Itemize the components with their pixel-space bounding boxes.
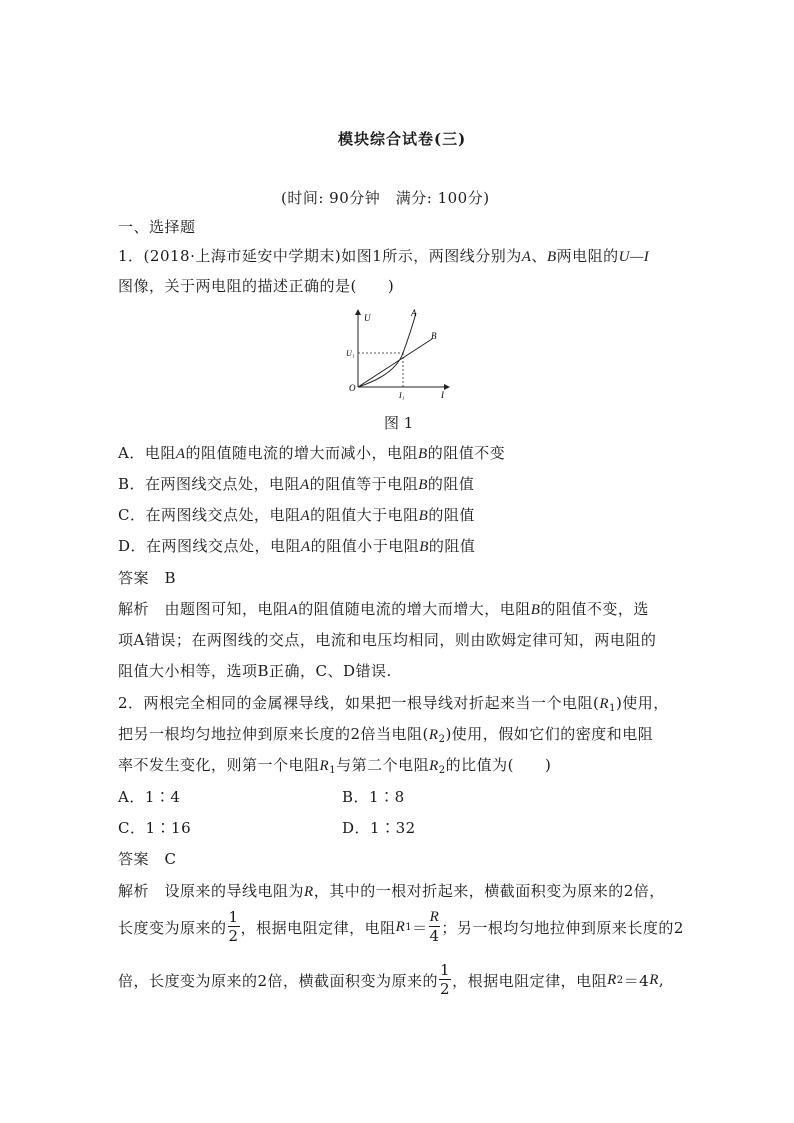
option-var: A	[300, 508, 311, 524]
option-var: B	[418, 446, 428, 462]
q1-stem-text: 两电阻的	[556, 247, 619, 265]
q2-analysis-line3	[118, 958, 664, 1002]
analysis-text: ，其中的一根对折起来，横截面积变为原来的2倍，	[313, 882, 665, 900]
q1-answer: 答案 B	[118, 569, 177, 587]
label-i1: I₁	[399, 391, 405, 400]
analysis-text: ,	[658, 971, 665, 989]
analysis-sub: 2	[616, 974, 624, 986]
fraction-half	[439, 963, 451, 997]
label-origin: O	[349, 383, 356, 393]
q2-sub: 1	[609, 703, 616, 714]
analysis-text: 解析 由题图可知，电阻	[118, 600, 289, 618]
label-line-b: B	[431, 331, 437, 341]
line-b	[358, 339, 432, 387]
fraction-r-over-4	[429, 910, 441, 944]
option-text: 的阻值小于电阻	[310, 537, 420, 555]
fraction-half	[228, 910, 240, 944]
option-var: A	[175, 446, 186, 462]
q1-analysis-line3: 阻值大小相等，选项B正确，C、D错误.	[118, 662, 392, 680]
analysis-text: ，根据电阻定律，电阻	[240, 918, 396, 937]
q2-answer: 答案 C	[118, 850, 177, 868]
label-u: U	[364, 313, 371, 323]
q2-analysis-line2	[118, 905, 684, 949]
option-text: 的阻值随电流的增大而减小，电阻	[185, 444, 419, 462]
q2-stem-text: 把另一根均匀地拉伸到原来长度的2倍当电阻(	[118, 725, 429, 743]
q1-option-b	[118, 473, 474, 494]
q2-option-d: D．1∶32	[342, 819, 416, 837]
label-curve-a: A	[411, 308, 417, 318]
q1-stem-line2: 图像，关于两电阻的描述正确的是( )	[118, 277, 395, 295]
option-text: 的阻值	[428, 537, 476, 555]
option-text: 的阻值不变	[427, 444, 506, 462]
analysis-text: 的阻值不变，选	[540, 600, 649, 618]
x-axis-arrow	[444, 384, 450, 390]
fraction-denominator: 4	[429, 927, 440, 945]
option-var: A	[300, 477, 310, 493]
q2-stem-line2	[118, 723, 653, 745]
q2-option-a: A．1∶4	[118, 788, 181, 806]
q2-stem-text: )使用，	[615, 694, 669, 712]
q2-stem-text: 与第二个电阻	[336, 756, 430, 774]
fraction-denominator: 2	[440, 980, 451, 998]
analysis-text: 的阻值随电流的增大而增大，电阻	[298, 600, 531, 618]
q1-var-a: A	[521, 249, 532, 265]
fraction-numerator: 1	[440, 961, 451, 979]
option-text: C．在两图线交点处，电阻	[118, 506, 301, 524]
curve-a	[358, 313, 416, 387]
fraction-numerator: 1	[228, 908, 239, 926]
q2-var-r: R	[428, 727, 439, 743]
option-text: 的阻值大于电阻	[310, 506, 419, 524]
option-var: B	[418, 508, 429, 524]
fraction-denominator: 2	[228, 927, 239, 945]
analysis-text: 长度变为原来的	[118, 918, 227, 937]
q2-stem-line1	[118, 692, 669, 714]
option-text: D．在两图线交点处，电阻	[118, 537, 302, 555]
analysis-sub: 1	[405, 921, 413, 933]
option-text: 的阻值等于电阻	[309, 475, 419, 493]
analysis-text: ＝4	[623, 971, 650, 990]
q2-stem-line3	[118, 754, 551, 776]
q2-var-r: R	[429, 758, 439, 774]
label-i: I	[441, 390, 444, 400]
q2-stem-text: 2．两根完全相同的金属裸导线，如果把一根导线对折起来当一个电阻(	[118, 694, 600, 712]
y-axis-arrow	[355, 309, 361, 315]
figure-caption: 图 1	[384, 414, 414, 432]
q2-option-c: C．1∶16	[118, 819, 192, 837]
q2-sub: 2	[438, 765, 446, 776]
q1-var-ui: U—I	[618, 249, 650, 265]
q1-var-b: B	[546, 249, 557, 265]
analysis-var: R	[649, 971, 659, 988]
label-u1: U₁	[346, 349, 355, 358]
analysis-var: R	[395, 918, 406, 935]
q1-analysis-line2: 项A错误；在两图线的交点，电流和电压均相同，则由欧姆定律可知，两电阻的	[118, 631, 657, 649]
q1-analysis-line1	[118, 598, 649, 619]
analysis-text: ；另一根均匀地拉伸到原来长度的2	[441, 918, 684, 937]
q2-option-b: B．1∶8	[342, 788, 405, 806]
q1-stem-line1	[118, 245, 649, 266]
q2-analysis-line1	[118, 880, 665, 901]
analysis-text: ，根据电阻定律，电阻	[452, 971, 608, 990]
analysis-text: 倍，长度变为原来的2倍，横截面积变为原来的	[118, 971, 439, 990]
option-text: A．电阻	[118, 444, 176, 462]
analysis-var: R	[304, 884, 314, 900]
q2-sub: 1	[329, 765, 337, 776]
analysis-var: R	[607, 971, 617, 988]
analysis-var: B	[530, 602, 541, 618]
analysis-text: ＝	[412, 918, 428, 937]
analysis-var: A	[288, 602, 299, 618]
option-var: A	[301, 539, 311, 555]
q1-option-c	[118, 504, 475, 525]
q1-option-d	[118, 535, 475, 556]
option-text: 的阻值	[427, 475, 475, 493]
q1-stem-sep: 、	[531, 247, 547, 265]
q2-sub: 2	[438, 734, 446, 745]
exam-meta: (时间: 90分钟 满分: 100分)	[281, 189, 490, 207]
option-text: B．在两图线交点处，电阻	[118, 475, 301, 493]
q2-var-r: R	[319, 758, 330, 774]
q2-var-r: R	[599, 696, 610, 712]
analysis-text: 解析 设原来的导线电阻为	[118, 882, 305, 900]
q2-stem-text: 的比值为( )	[445, 756, 552, 774]
q2-stem-text: 率不发生变化，则第一个电阻	[118, 756, 320, 774]
option-var: B	[418, 477, 428, 493]
q2-stem-text: )使用，假如它们的密度和电阻	[445, 725, 654, 743]
page-title: 模块综合试卷(三)	[338, 130, 467, 148]
option-text: 的阻值	[428, 506, 475, 524]
option-var: B	[419, 539, 429, 555]
fraction-numerator: R	[429, 909, 440, 925]
q1-option-a	[118, 442, 505, 463]
section-heading: 一、选择题	[118, 218, 196, 236]
q1-stem-text: 1．(2018·上海市延安中学期末)如图1所示，两图线分别为	[118, 247, 522, 265]
ui-graph-figure	[340, 305, 452, 400]
